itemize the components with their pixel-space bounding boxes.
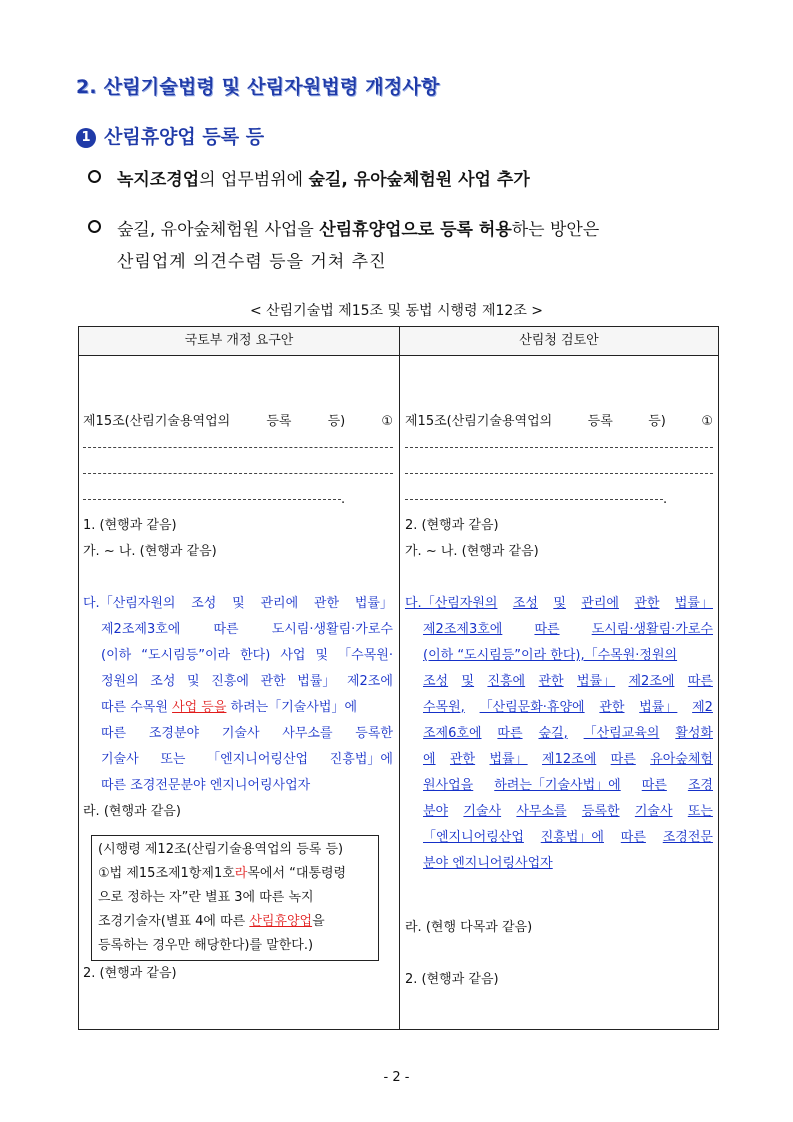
word: ① [381,414,393,429]
word: 조성 [150,674,176,689]
da-line [83,747,393,773]
bullet-text: 하는 방안은 [511,220,600,240]
word: 수목원, [423,700,465,715]
da-line [405,695,713,721]
word: 관한 [449,752,476,767]
da-line [83,643,393,669]
bullet-bold-text: 녹지조경업 [117,170,200,190]
word: “도시림등”이라 [141,648,231,663]
word: 다.「산림자원의 [83,596,176,611]
da-line: 따른 수목원 사업 등을 하려는「기술사법」에 [101,700,358,715]
word: 한다) [240,648,271,663]
decree-box [91,835,379,961]
word: 제2 [692,700,713,715]
word: 따른 [687,674,713,689]
word: 기술사 [221,726,260,741]
word: 기술사 [634,804,673,819]
word: 원사업을 [423,778,474,793]
word: 사무소를 [282,726,333,741]
da-line [83,591,393,617]
word: 관리에 [581,596,619,611]
word: 등) [327,414,346,429]
da-line [405,825,713,851]
word: 조경전문 [662,830,713,845]
da-line [405,799,713,825]
table-caption: < 산림기술법 제15조 및 동법 시행령 제12조 > [249,303,544,319]
item-2: 2. (현행과 같음) [83,966,177,981]
da-line [405,669,713,695]
word: 진흥법」에 [329,752,393,767]
word: 사무소를 [516,804,567,819]
word: 제2조에 [346,674,393,689]
word: 제2조에 [628,674,675,689]
da-line: (이하 “도시림등”이라 한다),「수목원·정원의 [423,648,678,663]
word: 정원의 [101,674,139,689]
bullet-bold-text: 숲길, 유아숲체험원 사업 추가 [308,170,530,190]
word: 따른 [101,726,127,741]
word: 제2조제3호에 [423,622,503,637]
comparison-table [78,326,719,1030]
column-divider [399,327,400,1029]
da-line [83,617,393,643]
dash-end-line: . [405,487,713,513]
word: 관한 [634,596,660,611]
word: 제15조(산림기술용역업의 [83,414,231,429]
article-heading [405,409,713,435]
word: 하려는「기술사법」에 [494,778,621,793]
word: ① [701,414,713,429]
sub-heading [76,122,264,149]
decree-line: ①법 제15조제1항제1호라목에서 “대통령령 [98,866,347,881]
article-heading [83,409,393,435]
word: 따른 [641,778,667,793]
item-ra: 라. (현행과 같음) [83,804,181,819]
word: 사업 [280,648,306,663]
decree-line: 으로 정하는 자”란 별표 3에 따른 녹지 [98,890,314,905]
word: 조경 [687,778,713,793]
word: 「산림문화·휴양에 [479,700,585,715]
word: 기술사 [101,752,139,767]
bullet-text: 숲길, 유아숲체험원 사업을 [117,220,320,240]
word: 등록한 [355,726,393,741]
item-1: 1. (현행과 같음) [83,518,177,533]
da-line [405,773,713,799]
da-line [405,721,713,747]
da-line [405,747,713,773]
word: 법률」 [297,674,336,689]
word: 다.「산림자원의 [405,596,498,611]
word: 등) [648,414,666,429]
da-line [405,617,713,643]
right-column-content [405,357,713,993]
word: 관한 [599,700,625,715]
bullet-circle-icon [88,170,101,183]
word: 법률」 [354,596,393,611]
page-number: - 2 - [383,1070,410,1085]
word: 제12조에 [542,752,597,767]
header-right: 산림청 검토안 [519,333,599,348]
word: 및 [315,648,329,663]
item-2: 2. (현행과 같음) [405,972,499,987]
word: 및 [461,674,475,689]
word: 활성화 [675,726,713,741]
da-line: 따른 조경전문분야 엔지니어링사업자 [101,778,311,793]
word: 조성 [191,596,217,611]
word: 법률」 [639,700,678,715]
decree-line: 조경기술자(별표 4에 따른 산림휴양업을 [98,914,325,929]
header-left: 국토부 개정 요구안 [184,333,294,348]
sub-heading-text: 산림휴양업 등록 등 [104,126,265,148]
word: 진흥에 [487,674,526,689]
bullet-item [88,214,728,278]
word: 분야 [423,804,449,819]
word: 「산림교육의 [583,726,660,741]
word: 조제6호에 [423,726,482,741]
word: 도시림·생활림·가로수 [591,622,713,637]
word: 기술사 [463,804,502,819]
word: 따른 [497,726,523,741]
da-line: 분야 엔지니어링사업자 [423,856,553,871]
da-line [405,591,713,617]
word: 제15조(산림기술용역업의 [405,414,553,429]
bullet-bold-text: 산림휴양업으로 등록 허용 [319,220,512,240]
item-ga-na: 가. ~ 나. (현행과 같음) [83,544,217,559]
word: 따른 [620,830,646,845]
word: 등록 [587,414,613,429]
bullet-text: 의 업무범위에 [199,170,309,190]
section-title: 2. 산림기술법령 및 산림자원법령 개정사항 [76,76,440,98]
word: 법률」 [489,752,528,767]
item-2-right: 2. (현행과 같음) [405,518,499,533]
circled-number-icon: 1 [76,128,96,148]
bullet-item [88,164,530,196]
word: 도시림·생활림·가로수 [271,622,393,637]
bullet-circle-icon [88,220,101,233]
word: 조성 [423,674,449,689]
word: 따른 [534,622,560,637]
word: 숲길, [538,726,568,741]
item-ga-na: 가. ~ 나. (현행과 같음) [405,544,539,559]
word: 법률」 [577,674,616,689]
word: 또는 [160,752,186,767]
word: 진흥법」에 [540,830,604,845]
word: 및 [553,596,566,611]
word: 관리에 [260,596,299,611]
word: 유아숲체험 [650,752,713,767]
word: 조성 [512,596,538,611]
word: 관한 [538,674,564,689]
item-ra-right: 라. (현행 다목과 같음) [405,920,533,935]
word: 등록 [266,414,292,429]
bullet-continuation: 산림업계 의견수렴 등을 거쳐 추진 [117,252,387,272]
word: 에 [423,752,436,767]
word: 조경분야 [148,726,200,741]
word: 법률」 [674,596,713,611]
word: 및 [187,674,200,689]
dash-end-line: . [83,487,393,513]
da-line [83,721,393,747]
word: 또는 [687,804,713,819]
word: 「엔지니어링산업 [207,752,309,767]
word: 및 [232,596,245,611]
word: 제2조제3호에 [101,622,181,637]
left-column-content [83,357,393,987]
word: 관한 [260,674,286,689]
word: 등록한 [581,804,620,819]
word: 진흥에 [211,674,249,689]
word: 관한 [313,596,340,611]
da-line [83,669,393,695]
decree-line: (시행령 제12조(산림기술용역업의 등록 등) [98,842,344,857]
decree-line: 등록하는 경우만 해당한다)를 말한다.) [98,938,314,953]
word: (이하 [101,648,132,663]
word: 「엔지니어링산업 [423,830,524,845]
word: 「수목원· [338,648,393,663]
word: 따른 [610,752,636,767]
word: 따른 [213,622,239,637]
